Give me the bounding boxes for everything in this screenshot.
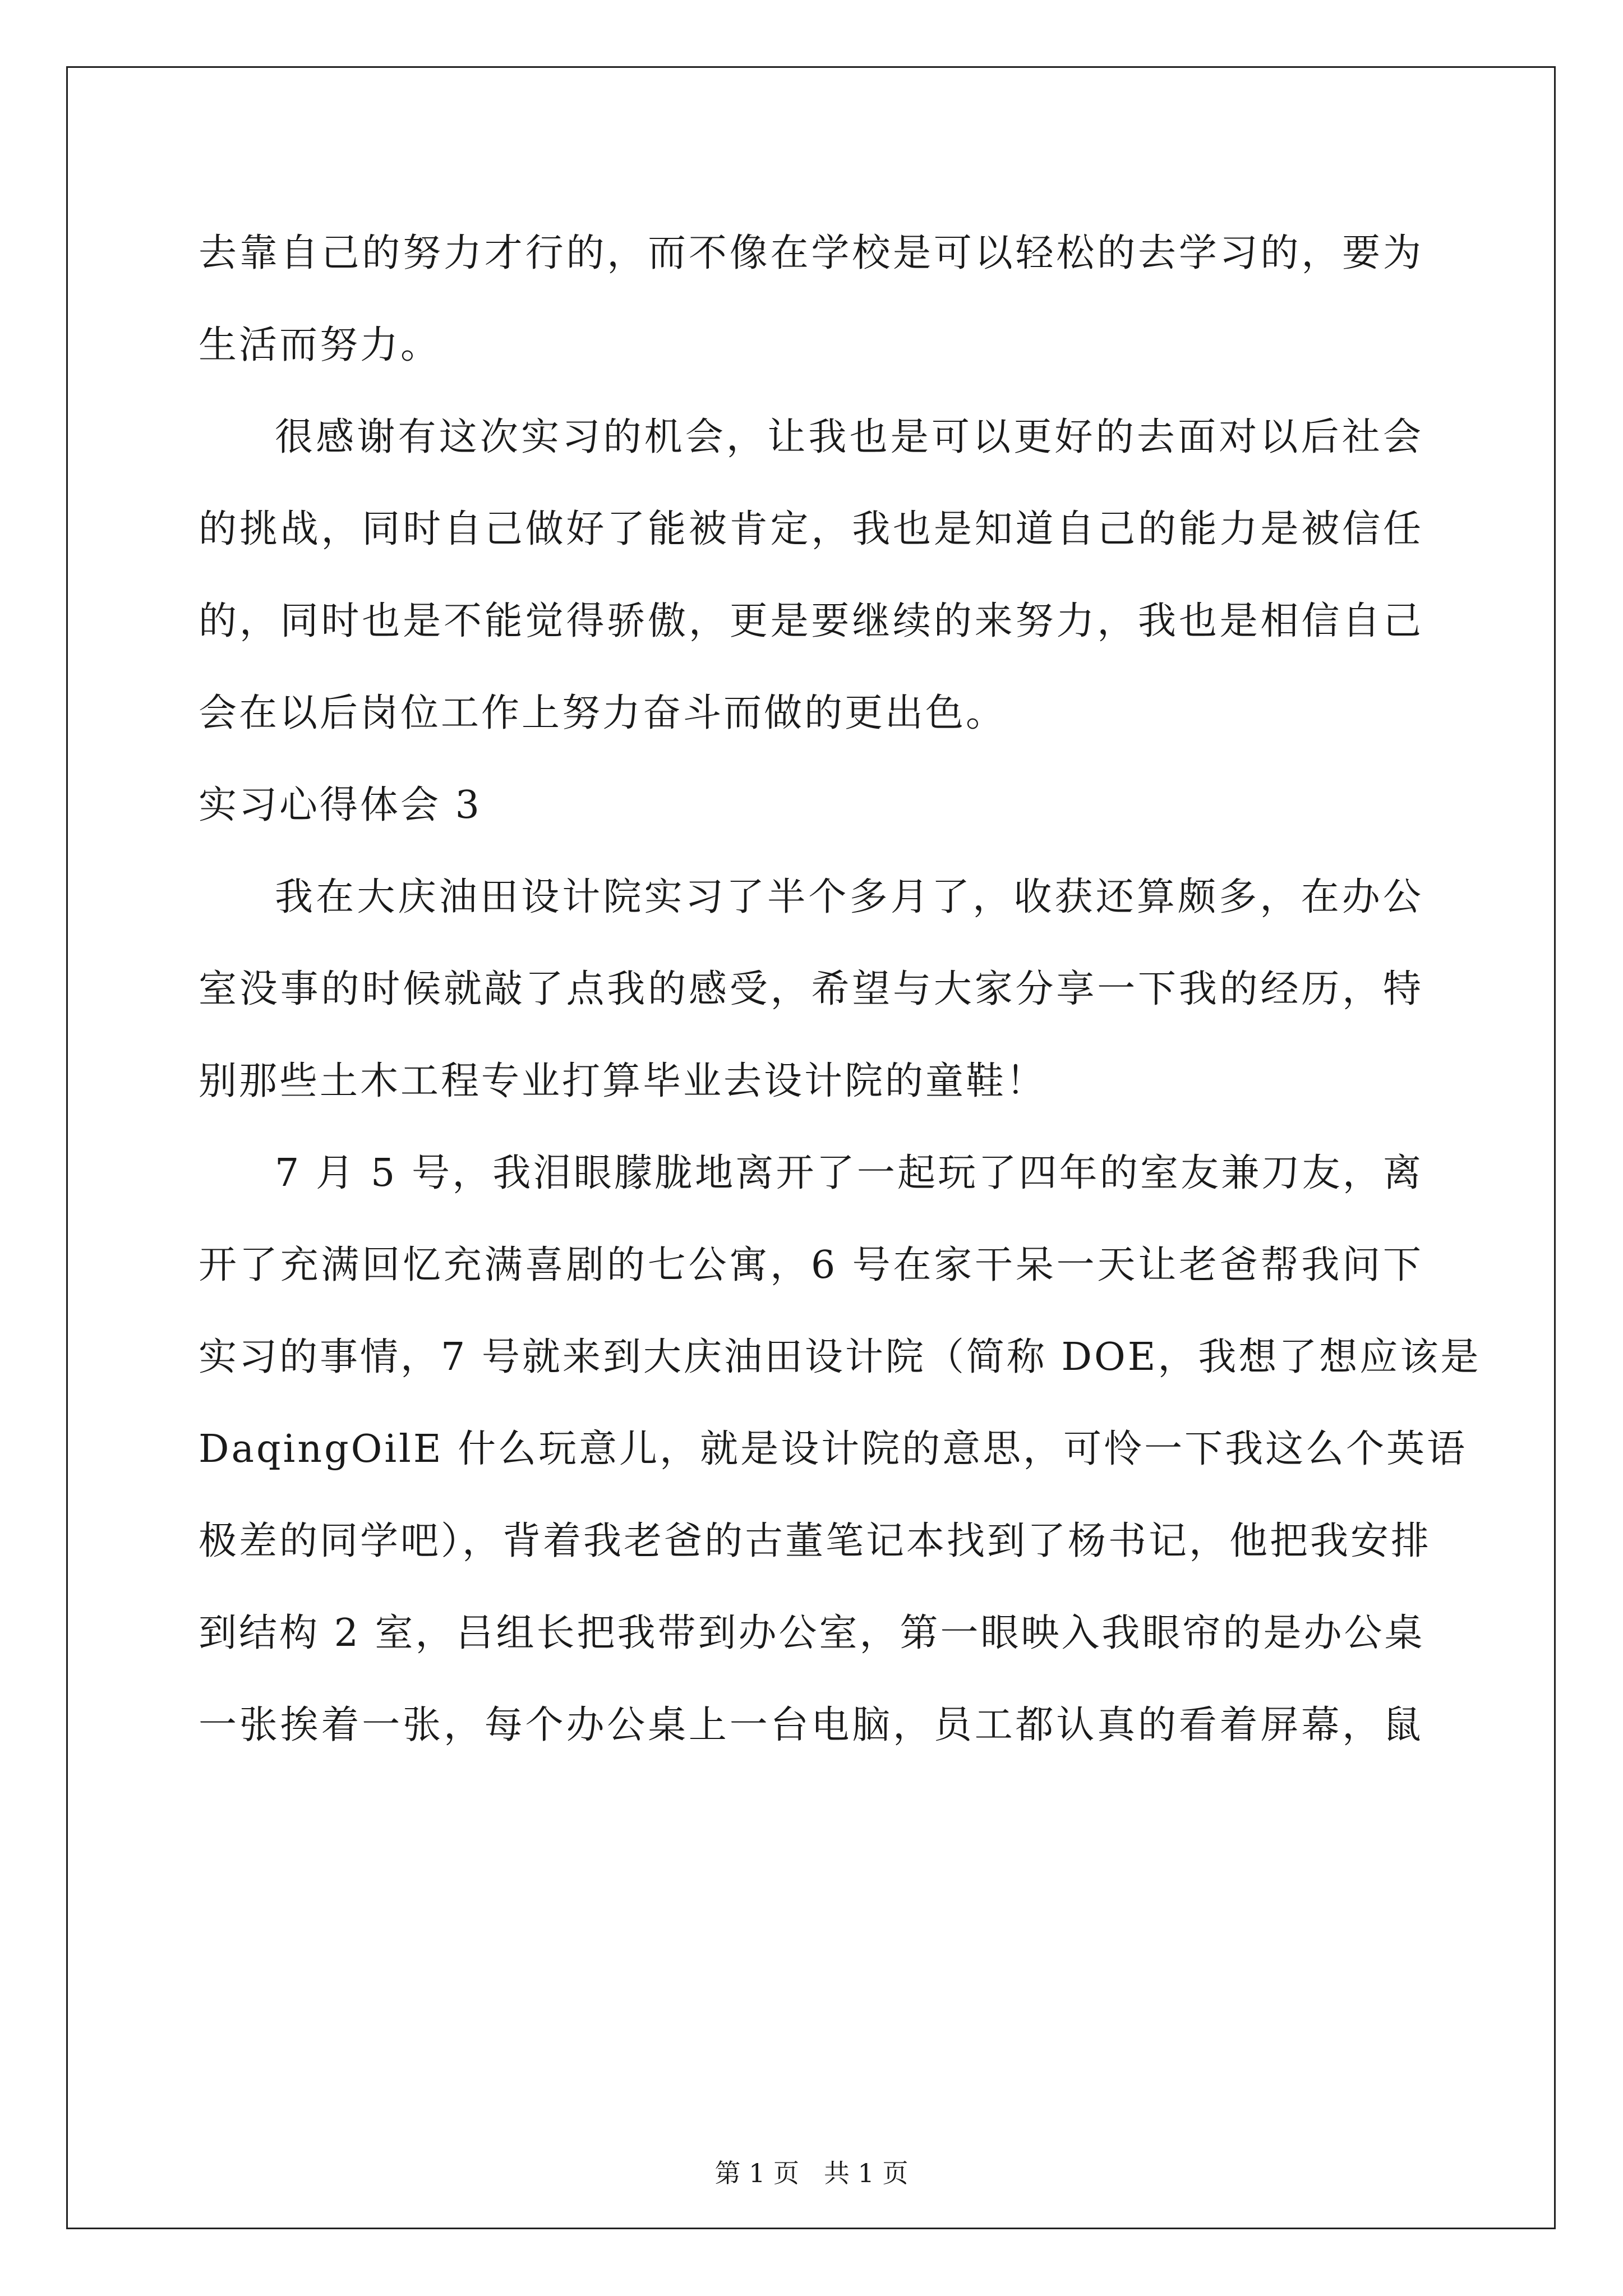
paragraph-line: 别那些土木工程专业打算毕业去设计院的童鞋！ [199,1059,1047,1103]
paragraph-line: 实习的事情，7 号就来到大庆油田设计院（简称 DOE，我想了想应该是 [199,1335,1481,1379]
section-heading: 实习心得体会 3 [199,783,482,827]
paragraph-line: 一张挨着一张，每个办公桌上一台电脑，员工都认真的看着屏幕，鼠 [199,1703,1423,1747]
paragraph-line: 我在大庆油田设计院实习了半个多月了，收获还算颇多，在办公 [275,875,1423,919]
page-number: 第 1 页 [714,2158,800,2188]
paragraph-line: 极差的同学吧），背着我老爸的古董笔记本找到了杨书记，他把我安排 [199,1519,1432,1563]
paragraph-line: 7 月 5 号，我泪眼朦胧地离开了一起玩了四年的室友兼刀友，离 [275,1151,1423,1195]
paragraph-line: 的挑战，同时自己做好了能被肯定，我也是知道自己的能力是被信任 [199,507,1423,551]
paragraph-line: 到结构 2 室，吕组长把我带到办公室，第一眼映入我眼帘的是办公桌 [199,1611,1425,1655]
paragraph-line: 生活而努力。 [199,323,441,367]
paragraph-line: 很感谢有这次实习的机会，让我也是可以更好的去面对以后社会 [275,415,1423,459]
page-total: 共 1 页 [823,2158,909,2188]
page-footer [0,2153,1623,2190]
paragraph-line: 会在以后岗位工作上努力奋斗而做的更出色。 [199,691,1007,735]
paragraph-line: 室没事的时候就敲了点我的感受，希望与大家分享一下我的经历，特 [199,967,1423,1011]
document-body [199,208,1481,1772]
paragraph-line: 去靠自己的努力才行的，而不像在学校是可以轻松的去学习的，要为 [199,231,1423,275]
paragraph-line: 开了充满回忆充满喜剧的七公寓，6 号在家干呆一天让老爸帮我问下 [199,1243,1423,1287]
paragraph-line: DaqingOilE 什么玩意儿，就是设计院的意思，可怜一下我这么个英语 [199,1427,1468,1471]
paragraph-line: 的，同时也是不能觉得骄傲，更是要继续的来努力，我也是相信自己 [199,599,1423,643]
